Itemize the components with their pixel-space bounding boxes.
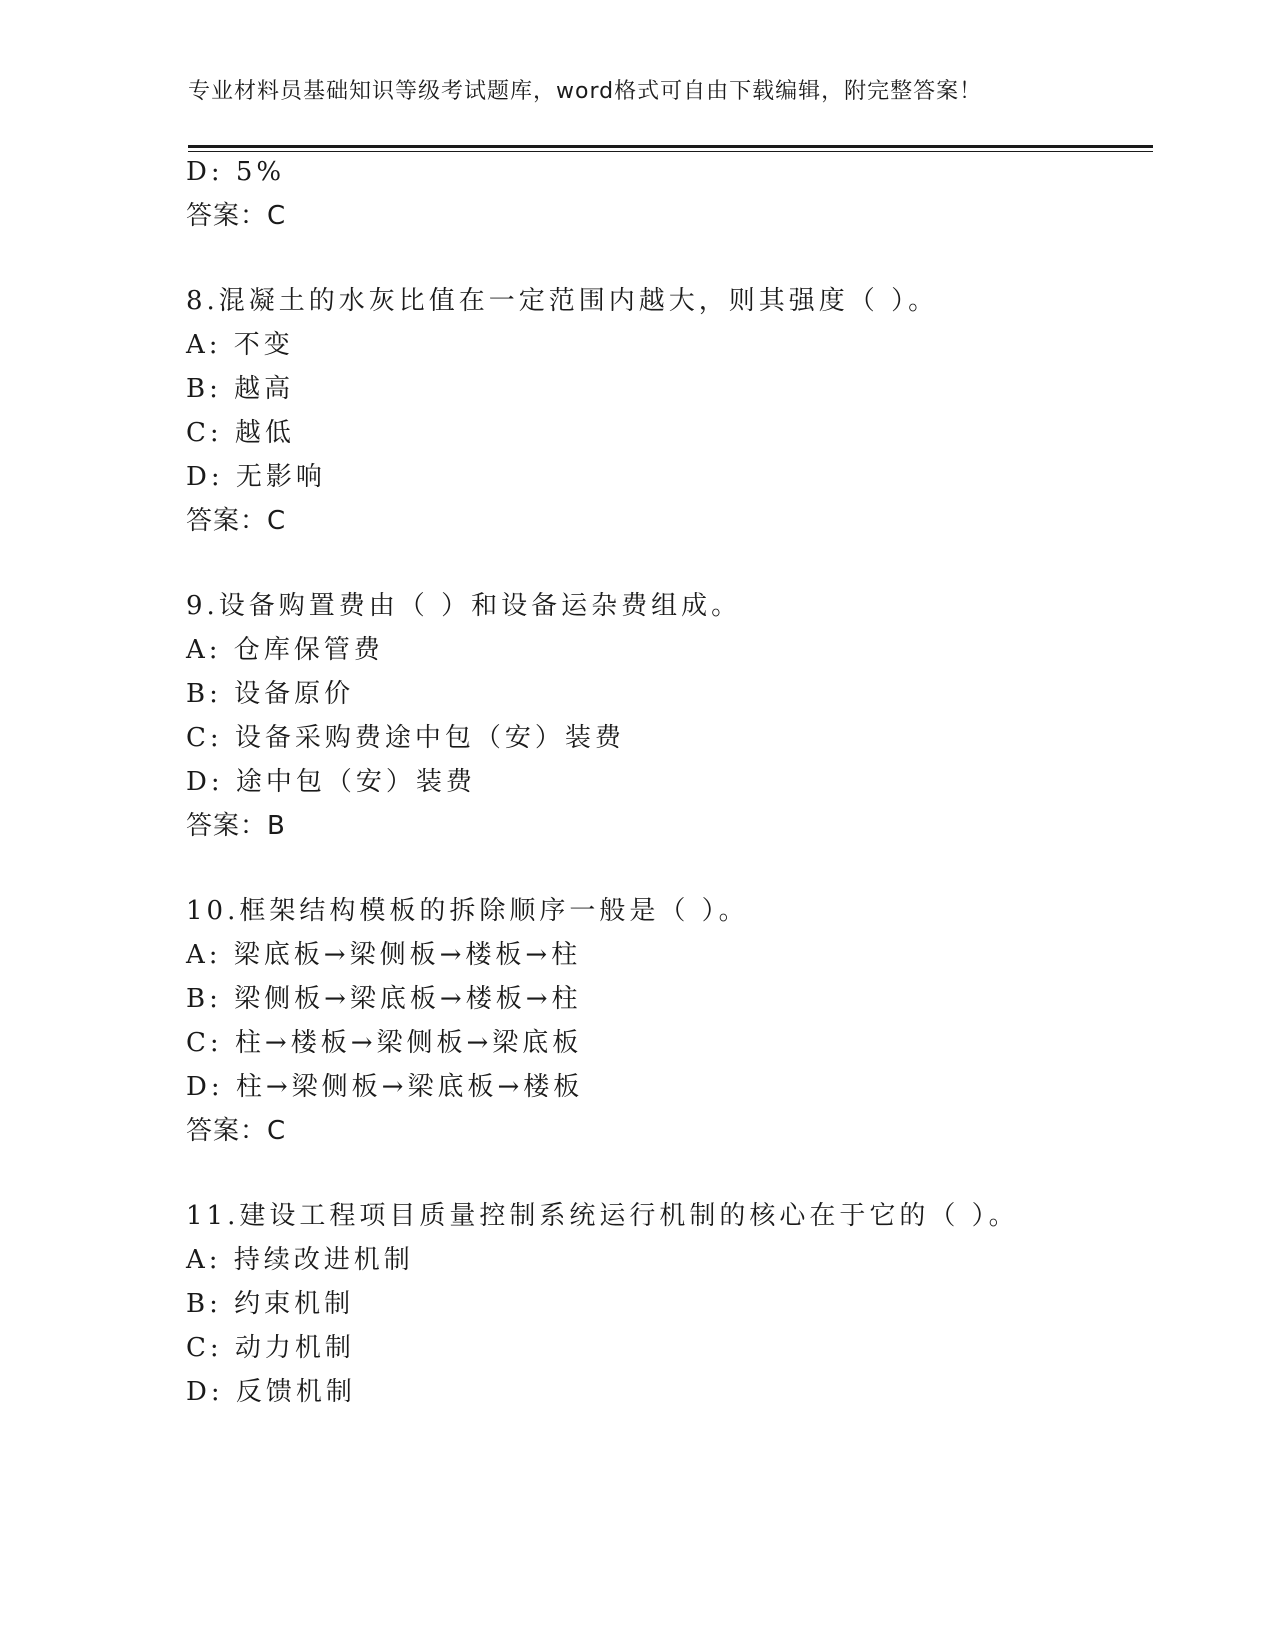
- answer: 答案：B: [186, 811, 286, 841]
- option-d: D: 途中包（安）装费: [186, 767, 476, 797]
- option-a: A: 梁底板→梁侧板→楼板→柱: [186, 940, 582, 970]
- option-c: C: 设备采购费途中包（安）装费: [186, 723, 625, 753]
- question-stem: 8.混凝土的水灰比值在一定范围内越大，则其强度（ ）。: [186, 286, 939, 316]
- option-a: A: 持续改进机制: [186, 1245, 414, 1275]
- question-stem: 11.建设工程项目质量控制系统运行机制的核心在于它的（ ）。: [186, 1201, 1019, 1231]
- question-stem: 9.设备购置费由（ ）和设备运杂费组成。: [186, 591, 742, 621]
- answer: 答案：C: [186, 506, 287, 536]
- option-c: C: 柱→楼板→梁侧板→梁底板: [186, 1028, 583, 1058]
- option-a: A: 仓库保管费: [186, 635, 384, 665]
- header-rule-thin: [188, 151, 1153, 152]
- header-text: 专业材料员基础知识等级考试题库，word格式可自由下载编辑，附完整答案！: [188, 79, 983, 104]
- answer: 答案：C: [186, 1116, 287, 1146]
- option-b: B: 越高: [186, 374, 295, 404]
- option-d: D: 反馈机制: [186, 1377, 356, 1407]
- option-c: C: 越低: [186, 418, 295, 448]
- option-a: A: 不变: [186, 330, 294, 360]
- option-b: B: 梁侧板→梁底板→楼板→柱: [186, 984, 582, 1014]
- option-d: D: 柱→梁侧板→梁底板→楼板: [186, 1072, 584, 1102]
- header-rule-thick: [188, 145, 1153, 148]
- option-d: D: 5%: [186, 157, 286, 187]
- option-c: C: 动力机制: [186, 1333, 355, 1363]
- option-d: D: 无影响: [186, 462, 326, 492]
- answer: 答案：C: [186, 201, 287, 231]
- question-stem: 10.框架结构模板的拆除顺序一般是（ ）。: [186, 896, 749, 926]
- option-b: B: 设备原价: [186, 679, 355, 709]
- option-b: B: 约束机制: [186, 1289, 355, 1319]
